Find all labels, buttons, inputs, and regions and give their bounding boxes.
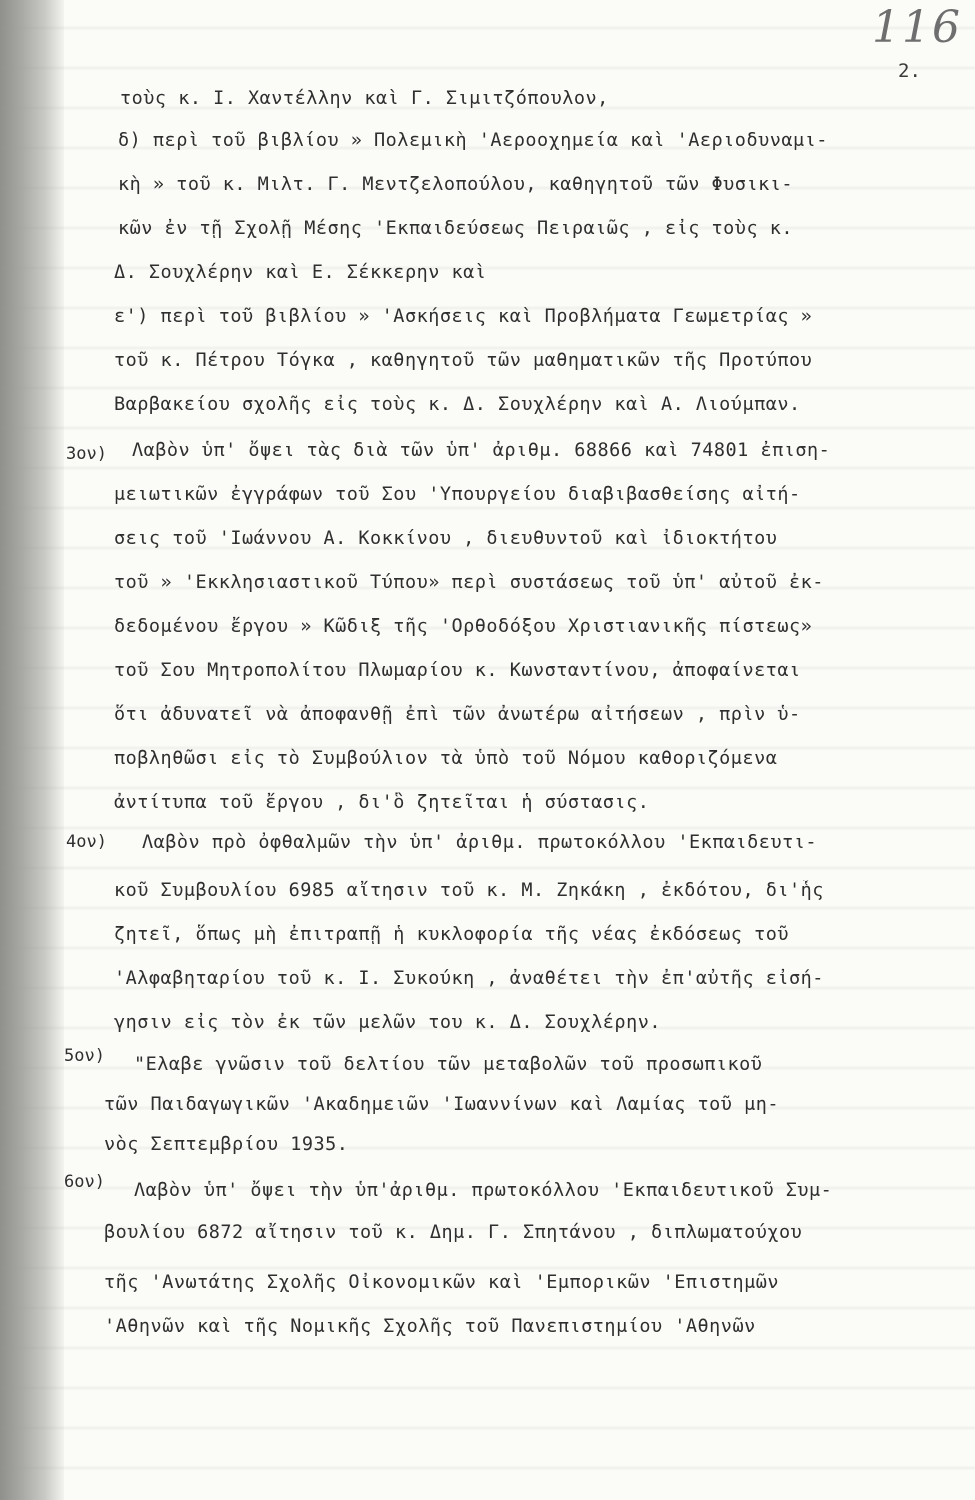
text-line: τῆς 'Ανωτάτης Σχολῆς Οἰκονομικῶν καὶ 'Εμπορικῶν 'Επιστημῶν [104, 1272, 780, 1293]
text-line: κοῦ Συμβουλίου 6985 αἴτησιν τοῦ κ. Μ. Ζηκάκη , ἐκδότου, δι'ἧς [114, 880, 824, 901]
text-line: βουλίου 6872 αἴτησιν τοῦ κ. Δημ. Γ. Σπητάνου , διπλωματούχου [104, 1222, 803, 1243]
text-line: τοῦ Σου Μητροπολίτου Πλωμαρίου κ. Κωνσταντίνου, ἀποφαίνεται [114, 660, 801, 681]
text-line: δεδομένου ἔργου » Κῶδιξ τῆς 'Ορθοδόξου Χριστιανικῆς πίστεως» [114, 616, 813, 637]
text-line: ζητεῖ, ὅπως μὴ ἐπιτραπῇ ἡ κυκλοφορία τῆς νέας ἐκδόσεως τοῦ [114, 924, 790, 945]
handwritten-page-number: 116 [872, 2, 962, 53]
section-marker-4: 4ον) [66, 832, 107, 852]
text-line: γησιν εἰς τὸν ἐκ τῶν μελῶν του κ. Δ. Σουχλέρην. [114, 1012, 661, 1033]
text-line: ὅτι ἀδυνατεῖ νὰ ἀποφανθῇ ἐπὶ τῶν ἀνωτέρω αἰτήσεων , πρὶν ὑ- [114, 704, 801, 725]
text-line: Δ. Σουχλέρην καὶ Ε. Σέκκερην καὶ [114, 262, 487, 283]
text-line: Λαβὸν ὑπ' ὄψει τὰς διὰ τῶν ὑπ' ἀριθμ. 68866 καὶ 74801 ἐπιση- [132, 440, 831, 461]
text-line: 'Αλφαβηταρίου τοῦ κ. Ι. Συκούκη , ἀναθέτει τὴν ἐπ'αὐτῆς εἰσή- [114, 968, 824, 989]
text-line: τῶν Παιδαγωγικῶν 'Ακαδημειῶν 'Ιωαννίνων καὶ Λαμίας τοῦ μη- [104, 1094, 780, 1115]
text-line: 'Αθηνῶν καὶ τῆς Νομικῆς Σχολῆς τοῦ Πανεπιστημίου 'Αθηνῶν [104, 1316, 756, 1337]
text-line: ἀντίτυπα τοῦ ἔργου , δι'ὃ ζητεῖται ἡ σύστασις. [114, 792, 650, 813]
text-line: ποβληθῶσι εἰς τὸ Συμβούλιον τὰ ὑπὸ τοῦ Νόμου καθοριζόμενα [114, 748, 778, 769]
text-line: τοῦ » 'Εκκλησιαστικοῦ Τύπου» περὶ συστάσεως τοῦ ὑπ' αὐτοῦ ἐκ- [114, 572, 824, 593]
text-line: κὴ » τοῦ κ. Μιλτ. Γ. Μεντζελοπούλου, καθηγητοῦ τῶν Φυσικι- [118, 174, 794, 195]
text-line: Λαβὸν ὑπ' ὄψει τὴν ὑπ'ἀριθμ. πρωτοκόλλου 'Εκπαιδευτικοῦ Συμ- [134, 1180, 833, 1201]
text-line: Λαβὸν πρὸ ὀφθαλμῶν τὴν ὑπ' ἀριθμ. πρωτοκόλλου 'Εκπαιδευτι- [142, 832, 818, 853]
text-line: μειωτικῶν ἐγγράφων τοῦ Σου 'Υπουργείου διαβιβασθείσης αἰτή- [114, 484, 801, 505]
text-line: Βαρβακείου σχολῆς εἰς τοὺς κ. Δ. Σουχλέρην καὶ Α. Λιούμπαν. [114, 394, 801, 415]
text-line: νὸς Σεπτεμβρίου 1935. [104, 1134, 349, 1155]
section-marker-5: 5ον) [64, 1046, 105, 1066]
text-line: σεις τοῦ 'Ιωάννου Α. Κοκκίνου , διευθυντοῦ καὶ ἰδιοκτήτου [114, 528, 778, 549]
text-line: ε') περὶ τοῦ βιβλίου » 'Ασκήσεις καὶ Προβλήματα Γεωμετρίας » [114, 306, 813, 327]
typed-page-number: 2. [898, 60, 921, 82]
text-line: "Ελαβε γνῶσιν τοῦ δελτίου τῶν μεταβολῶν τοῦ προσωπικοῦ [134, 1054, 763, 1075]
section-marker-3: 3ον) [66, 444, 107, 464]
text-line: δ) περὶ τοῦ βιβλίου » Πολεμικὴ 'Αεροοχημεία καὶ 'Αεριοδυναμι- [118, 130, 828, 151]
section-marker-6: 6ον) [64, 1172, 105, 1192]
text-line: κῶν ἐν τῇ Σχολῇ Μέσης 'Εκπαιδεύσεως Πειραιῶς , εἰς τοὺς κ. [118, 218, 794, 239]
text-line: τοῦ κ. Πέτρου Τόγκα , καθηγητοῦ τῶν μαθηματικῶν τῆς Προτύπου [114, 350, 813, 371]
text-line: τοὺς κ. Ι. Χαντέλλην καὶ Γ. Σιμιτζόπουλον, [120, 88, 609, 109]
